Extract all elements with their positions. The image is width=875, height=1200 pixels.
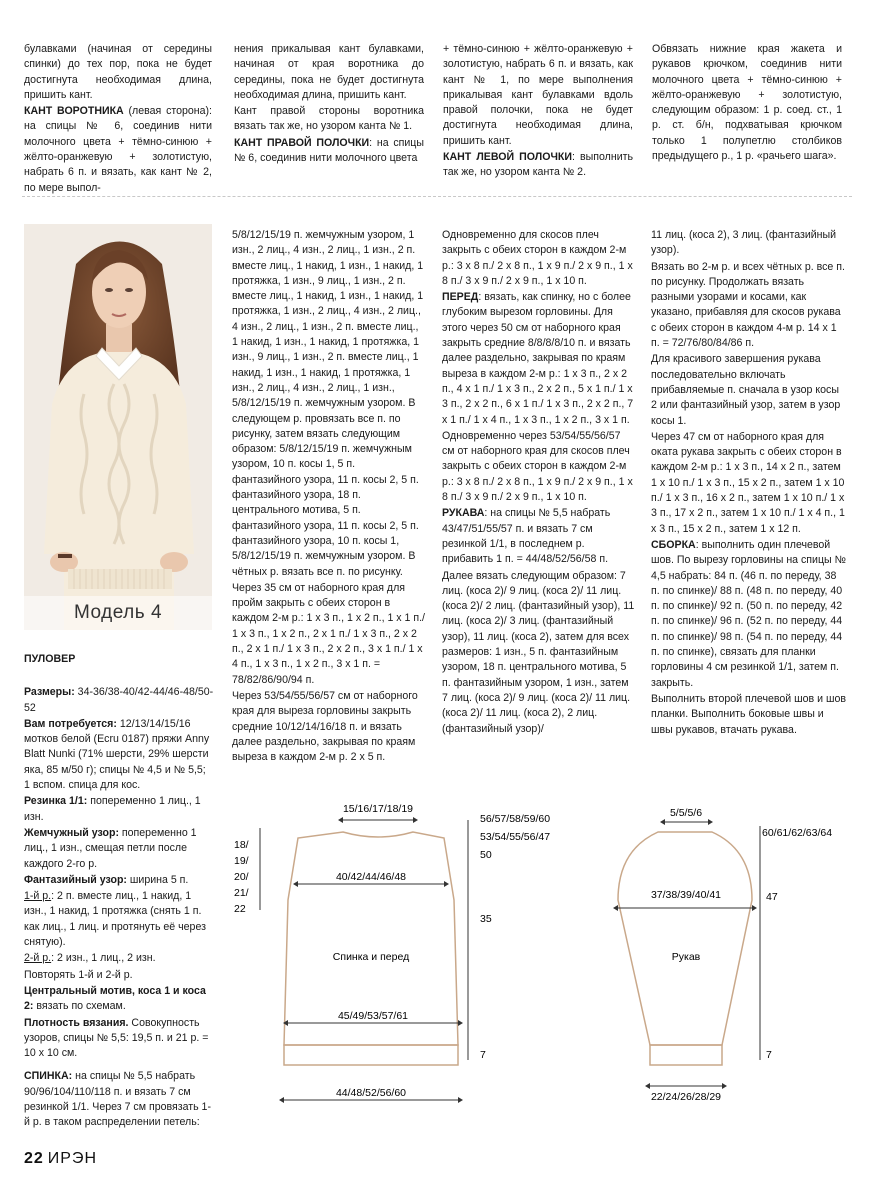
repeat-note: Повторять 1-й и 2-й р. bbox=[24, 968, 133, 981]
paragraph-text: Одновременно для скосов плеч закрыть с обеих сторон в каждом 2-м р.: 3 x 8 п./ 2 x 8 п., 1 x 9 п./ 2 x 9 п., 1 x 8 п./ 3 x 9 п./ 2 x 9 п., 1 x 10 п. bbox=[442, 229, 636, 287]
shoulder-left-4: 21/ bbox=[234, 887, 249, 899]
shoulder-right-2: 53/54/55/56/47 bbox=[480, 831, 551, 843]
shoulder-right-3: 50 bbox=[480, 849, 492, 861]
sleeve-cap-label: 60/61/62/63/64 bbox=[762, 827, 833, 839]
row2-label: 2-й р. bbox=[24, 952, 52, 965]
paragraph-text: Через 35 см от наборного края для пройм закрыть с обеих сторон в каждом 2-м р.: 1 x 3 п., 1 x 2 п., 1 x 1 п./ 1 x 3 п., 1 x 2 п., 2 x 1 п./ 1 x 3 п., 2 x 2 п., 2 x 1 п./ 1 x 3 п., 2 x 2 п., 3 x 1 п./ 1 x 4 п., 1 x 3 п., 1 x 2 п., 3 x 1 п. = 78/82/86/90/94 п. bbox=[232, 581, 428, 686]
section-heading: СБОРКА bbox=[651, 538, 696, 551]
paragraph-text: Обвязать нижние края жакета и рукавов крючком, соединив нити молочного цвета + тёмно-синюю + жёлто-оранжевую + золотистую, следующим образом: 1 р. соед. ст., 1 р. ст. б/н, подхватывая крючком только 1 полупетлю столбиков предыдущего р., 1 р. «рачьего шага». bbox=[652, 43, 845, 163]
need-label: Вам потребуется: bbox=[24, 717, 117, 730]
body-schematic bbox=[228, 790, 551, 1120]
shoulder-left-1: 18/ bbox=[234, 839, 249, 851]
body-piece-label: Спинка и перед bbox=[332, 951, 410, 963]
row1-label: 1-й р. bbox=[24, 890, 52, 903]
density-value: Совокупность узоров, спицы № 5,5: 19,5 п. и 21 р. = 10 x 10 см. bbox=[24, 1016, 212, 1060]
sleeve-piece-label: Рукав bbox=[671, 951, 701, 963]
section-divider bbox=[22, 196, 852, 197]
paragraph-text: + тёмно-синюю + жёлто-оранжевую + золотистую, набрать 6 п. и вязать, как кант № 1, по мере выполнения прикалывая кант булавками вдоль правой полочки, пока не будет достигнута необходимая длина, пришить кант. bbox=[443, 43, 636, 147]
paragraph bbox=[234, 104, 427, 135]
paragraph-text: булавками (начиная от середины спинки) до тех пор, пока не будет достигнута необходимая длина, пришить кант. bbox=[24, 43, 215, 101]
main-column-3 bbox=[442, 228, 636, 738]
sleeve-outline bbox=[618, 832, 752, 1065]
pearl-value: попеременно 1 лиц., 1 изн., смещая петли после каждого 2-го р. bbox=[24, 826, 200, 870]
model-photo bbox=[24, 224, 212, 630]
density-label: Плотность вязания. bbox=[24, 1016, 129, 1029]
motif-value: вязать по схемам. bbox=[33, 1000, 126, 1013]
top-column-4 bbox=[652, 42, 845, 165]
paragraph-text: нения прикалывая кант булавками, начиная от края воротника до середины, пока не будет достигнута необходимая длина, пришить кант. bbox=[234, 43, 427, 101]
body-outline bbox=[284, 832, 458, 1065]
paragraph-text: Выполнить второй плечевой шов и шов планки. Выполнить боковые швы и швы рукавов, втачать рукава. bbox=[651, 692, 849, 736]
paragraph bbox=[234, 136, 427, 167]
page-footer bbox=[24, 1150, 97, 1168]
paragraph bbox=[442, 228, 636, 289]
paragraph-text: : выполнить один плечевой шов. По вырезу горловины на спицы № 4,5 набрать: 84 п. (46 п. по переду, 38 п. по спинке)/ 88 п. (48 п. по переду, 40 п. по спинке)/ 92 п. (50 п. по переду, 42 п. по спинке)/ 96 п. (52 п. по переду, 44 п. по спинке)/ 98 п. (54 п. по переду, 44 п. по спинке), связать для планки горловины 4 см резинкой 1/1, затем п. закрыть. bbox=[651, 538, 849, 689]
sleeve-top-label: 5/5/5/6 bbox=[669, 807, 703, 819]
top-column-2 bbox=[234, 42, 427, 167]
neck-width-label: 15/16/17/18/19 bbox=[342, 803, 414, 815]
paragraph bbox=[442, 290, 636, 428]
paragraph bbox=[442, 506, 636, 567]
paragraph-text: : вязать, как спинку, но с более глубоким вырезом горловины. Для этого через 50 см от наборного края закрыть средние 8/8/8/8/10 п. и вязать далее раздельно, закрывая по краям выреза в каждом 2-м р.: 1 x 3 п., 2 x 2 п., 4 x 1 п./ 1 x 3 п., 2 x 2 п., 5 x 1 п./ 1 x 3 п., 2 x 2 п., 6 x 1 п./ 1 x 3 п., 2 x 2 п., 7 x 1 п./ 1 x 4 п., 1 x 3 п., 1 x 2 п., 3 x 1 п. bbox=[442, 291, 637, 426]
paragraph bbox=[652, 42, 845, 164]
paragraph bbox=[232, 581, 426, 688]
motif-label: Центральный мотив, коса 1 и коса 2: bbox=[24, 984, 209, 1013]
paragraph-text: 5/8/12/15/19 п. жемчужным узором, 1 изн., 2 лиц., 4 изн., 2 лиц., 1 изн., 2 п. вместе лиц., 1 накид, 1 изн., 1 накид, 1 протяжка, 1 изн., 9 лиц., 1 изн., 2 п. вместе лиц., 1 накид, 1 изн., 1 накид, 1 протяжка, 1 изн., 2 лиц., 4 изн., 2 лиц., 4 изн., 2 лиц., 1 изн., 2 п. вместе лиц., 1 накид, 1 изн., 1 накид, 1 протяжка, 1 изн., 9 лиц., 1 изн., 2 п. вместе лиц., 1 накид, 1 изн., 1 накид, 1 протяжка, 1 изн., 2 лиц., 4 изн., 2 лиц., 1 изн., 5/8/12/15/19 п. жемчужным узором. В следующем р. провязать все п. по рисунку, затем вязать следующим образом: 5/8/12/15/19 п. жемчужным узором, 10 п. косы 1, 5 п. фантазийного узора, 11 п. косы 2, 5 п. фантазийного узора, 18 п. центрального мотива, 5 п. фантазийного узора, 11 п. косы 2, 5 п. фантазийного узора, 10 п. косы 1, 5/8/12/15/19 п. жемчужным узором. В чётных р. вязать все п. по рисунку. bbox=[232, 229, 427, 578]
paragraph bbox=[651, 260, 847, 352]
paragraph-text: (левая сторона): на спицы № 6, соединив нити молочного цвета + тёмно-синюю + жёлто-оранжевую + золотистую, набрать 6 п. и вязать, как кант № 2, по мере выпол- bbox=[24, 105, 215, 194]
main-column-2 bbox=[232, 228, 426, 766]
rib-height-label: 7 bbox=[480, 1049, 486, 1061]
fancy-value: ширина 5 п. bbox=[126, 873, 189, 886]
rib-value: попеременно 1 лиц., 1 изн. bbox=[24, 795, 204, 823]
need-value: 12/13/14/15/16 мотков белой (Ecru 0187) пряжи Anny Blatt Nunki (71% шерсти, 29% шерсти яка, 85 м/50 г); спицы № 4,5 и № 5,5; 1 вспом. спица для кос. bbox=[24, 717, 213, 792]
paragraph bbox=[443, 150, 636, 181]
pearl-label: Жемчужный узор: bbox=[24, 826, 119, 839]
back-label: СПИНКА: bbox=[24, 1070, 73, 1083]
waist-width-label: 45/49/53/57/61 bbox=[337, 1010, 409, 1022]
shoulder-left-3: 20/ bbox=[234, 871, 249, 883]
paragraph-text: : на спицы № 6, соединив нити молочного цвета bbox=[234, 136, 427, 165]
back-value: на спицы № 5,5 набрать 90/96/104/110/118 п. и вязать 7 см резинкой 1/1. Через 7 см провязать 1-й р. в таком распределении петель: bbox=[24, 1070, 211, 1129]
model-illustration bbox=[24, 224, 212, 630]
paragraph-text: 11 лиц. (коса 2), 3 лиц. (фантазийный узор). bbox=[651, 229, 840, 257]
section-heading: ПЕРЕД bbox=[442, 291, 479, 304]
paragraph bbox=[443, 42, 636, 149]
page-number: 22 bbox=[24, 1150, 44, 1167]
paragraph bbox=[651, 538, 847, 691]
left-column bbox=[24, 652, 214, 1132]
paragraph bbox=[442, 429, 636, 505]
sleeve-width-label: 37/38/39/40/41 bbox=[650, 889, 722, 901]
paragraph bbox=[651, 692, 847, 738]
paragraph-text: : на спицы № 5,5 набрать 43/47/51/55/57 п. и вязать 7 см резинкой 1/1, в последнем р. прибавить 1 п. = 44/48/52/56/58 п. bbox=[442, 507, 614, 566]
magazine-name: ИРЭН bbox=[47, 1150, 98, 1167]
paragraph-text: Кант правой стороны воротника вязать так же, но узором канта № 1. bbox=[234, 105, 427, 133]
main-column-4 bbox=[651, 228, 847, 739]
paragraph bbox=[651, 430, 847, 537]
paragraph-text: Через 53/54/55/56/57 см от наборного края для выреза горловины закрыть средние 10/12/14/16/18 п. и вязать далее раздельно, закрывая по краям выреза в каждом 2-м р. 2 x 5 п. bbox=[232, 689, 421, 764]
paragraph-text: Для красивого завершения рукава последовательно включать прибавляемые п. сначала в узор косы 2 или фантазийный узор, затем в узор косы 1. bbox=[651, 353, 844, 427]
section-heading: КАНТ ВОРОТНИКА bbox=[24, 105, 124, 118]
photo-caption: Модель 4 bbox=[24, 596, 212, 630]
pattern-title: ПУЛОВЕР bbox=[24, 653, 76, 665]
shoulder-right-1: 56/57/58/59/60 bbox=[480, 813, 551, 825]
paragraph-text: Одновременно через 53/54/55/56/57 см от наборного края для скосов плеч закрыть с обеих сторон в каждом 2-м р.: 3 x 8 п./ 2 x 8 п., 1 x 9 п./ 2 x 9 п., 1 x 8 п./ 3 x 9 п./ 2 x 9 п., 1 x 10 п. bbox=[442, 429, 636, 504]
paragraph bbox=[234, 42, 427, 103]
armhole-height-label: 35 bbox=[480, 913, 492, 925]
sleeve-cuff-label: 22/24/26/28/29 bbox=[650, 1091, 722, 1103]
chest-width-label: 40/42/44/46/48 bbox=[335, 871, 407, 883]
sizes-value: 34-36/38-40/42-44/46-48/50-52 bbox=[24, 686, 214, 714]
rib-label: Резинка 1/1: bbox=[24, 795, 88, 808]
shoulder-left-2: 19/ bbox=[234, 855, 249, 867]
paragraph bbox=[24, 104, 215, 196]
row2-value: : 2 изн., 1 лиц., 2 изн. bbox=[51, 952, 156, 965]
paragraph bbox=[232, 689, 426, 765]
paragraph bbox=[24, 42, 215, 103]
paragraph bbox=[651, 352, 847, 428]
fancy-label: Фантазийный узор: bbox=[24, 873, 127, 886]
paragraph-text: Вязать во 2-м р. и всех чётных р. все п. по рисунку. Продолжать вязать разными узорами и косами, как указано, прибавляя для скосов рукава с обеих сторон в каждом 4-м р. 14 x 1 п. = 72/76/80/84/86 п. bbox=[651, 260, 848, 350]
paragraph-text: : выполнить так же, но узором канта № 2. bbox=[443, 151, 636, 179]
bottom-width-label: 44/48/52/56/60 bbox=[335, 1087, 407, 1099]
section-heading: КАНТ ПРАВОЙ ПОЛОЧКИ bbox=[234, 136, 370, 149]
shoulder-left-5: 22 bbox=[234, 903, 246, 915]
sleeve-rib-label: 7 bbox=[766, 1049, 772, 1061]
sizes-label: Размеры: bbox=[24, 686, 75, 699]
sleeve-length-label: 47 bbox=[766, 891, 778, 903]
section-heading: КАНТ ЛЕВОЙ ПОЛОЧКИ bbox=[443, 151, 572, 164]
paragraph bbox=[442, 569, 636, 737]
row1-value: : 2 п. вместе лиц., 1 накид, 1 изн., 1 накид, 1 протяжка (снять 1 п. как лиц., 1 лиц. и протянуть её через снятую). bbox=[24, 890, 209, 949]
section-heading: РУКАВА bbox=[442, 507, 485, 520]
paragraph bbox=[232, 228, 426, 580]
top-column-3 bbox=[443, 42, 636, 182]
paragraph-text: Далее вязать следующим образом: 7 лиц. (коса 2)/ 9 лиц. (коса 2)/ 11 лиц. (коса 2)/ 2 лиц. (фантазийный узор), 11 лиц. (коса 2)/ 3 лиц. (фантазийный узор), 11 лиц. (коса 2), затем для всех размеров: 1 изн., 5 п. фантазийным узором, 18 п. центрального мотива, 5 п. фантазийным узором, 1 изн., затем 7 лиц. (коса 2)/ 9 лиц. (коса 2)/ 11 лиц. (коса 2)/ 11 лиц. (коса 2), 2 лиц. (фантазийный узор)/ bbox=[442, 569, 638, 735]
paragraph bbox=[651, 228, 847, 259]
sleeve-schematic bbox=[590, 790, 860, 1120]
top-column-1 bbox=[24, 42, 215, 197]
paragraph-text: Через 47 см от наборного края для оката рукава закрыть с обеих сторон в каждом 2-м р.: 1 x 3 п., 14 x 2 п., затем 1 x 10 п./ 1 x 3 п., 15 x 2 п., затем 1 x 10 п./ 1 x 3 п., 16 x 2 п., затем 1 x 10 п./ 1 x 3 п., 17 x 2 п., затем 1 x 10 п./ 1 x 4 п., 1 x 3 п., 15 x 2 п., затем 1 x 12 п. bbox=[651, 430, 848, 535]
